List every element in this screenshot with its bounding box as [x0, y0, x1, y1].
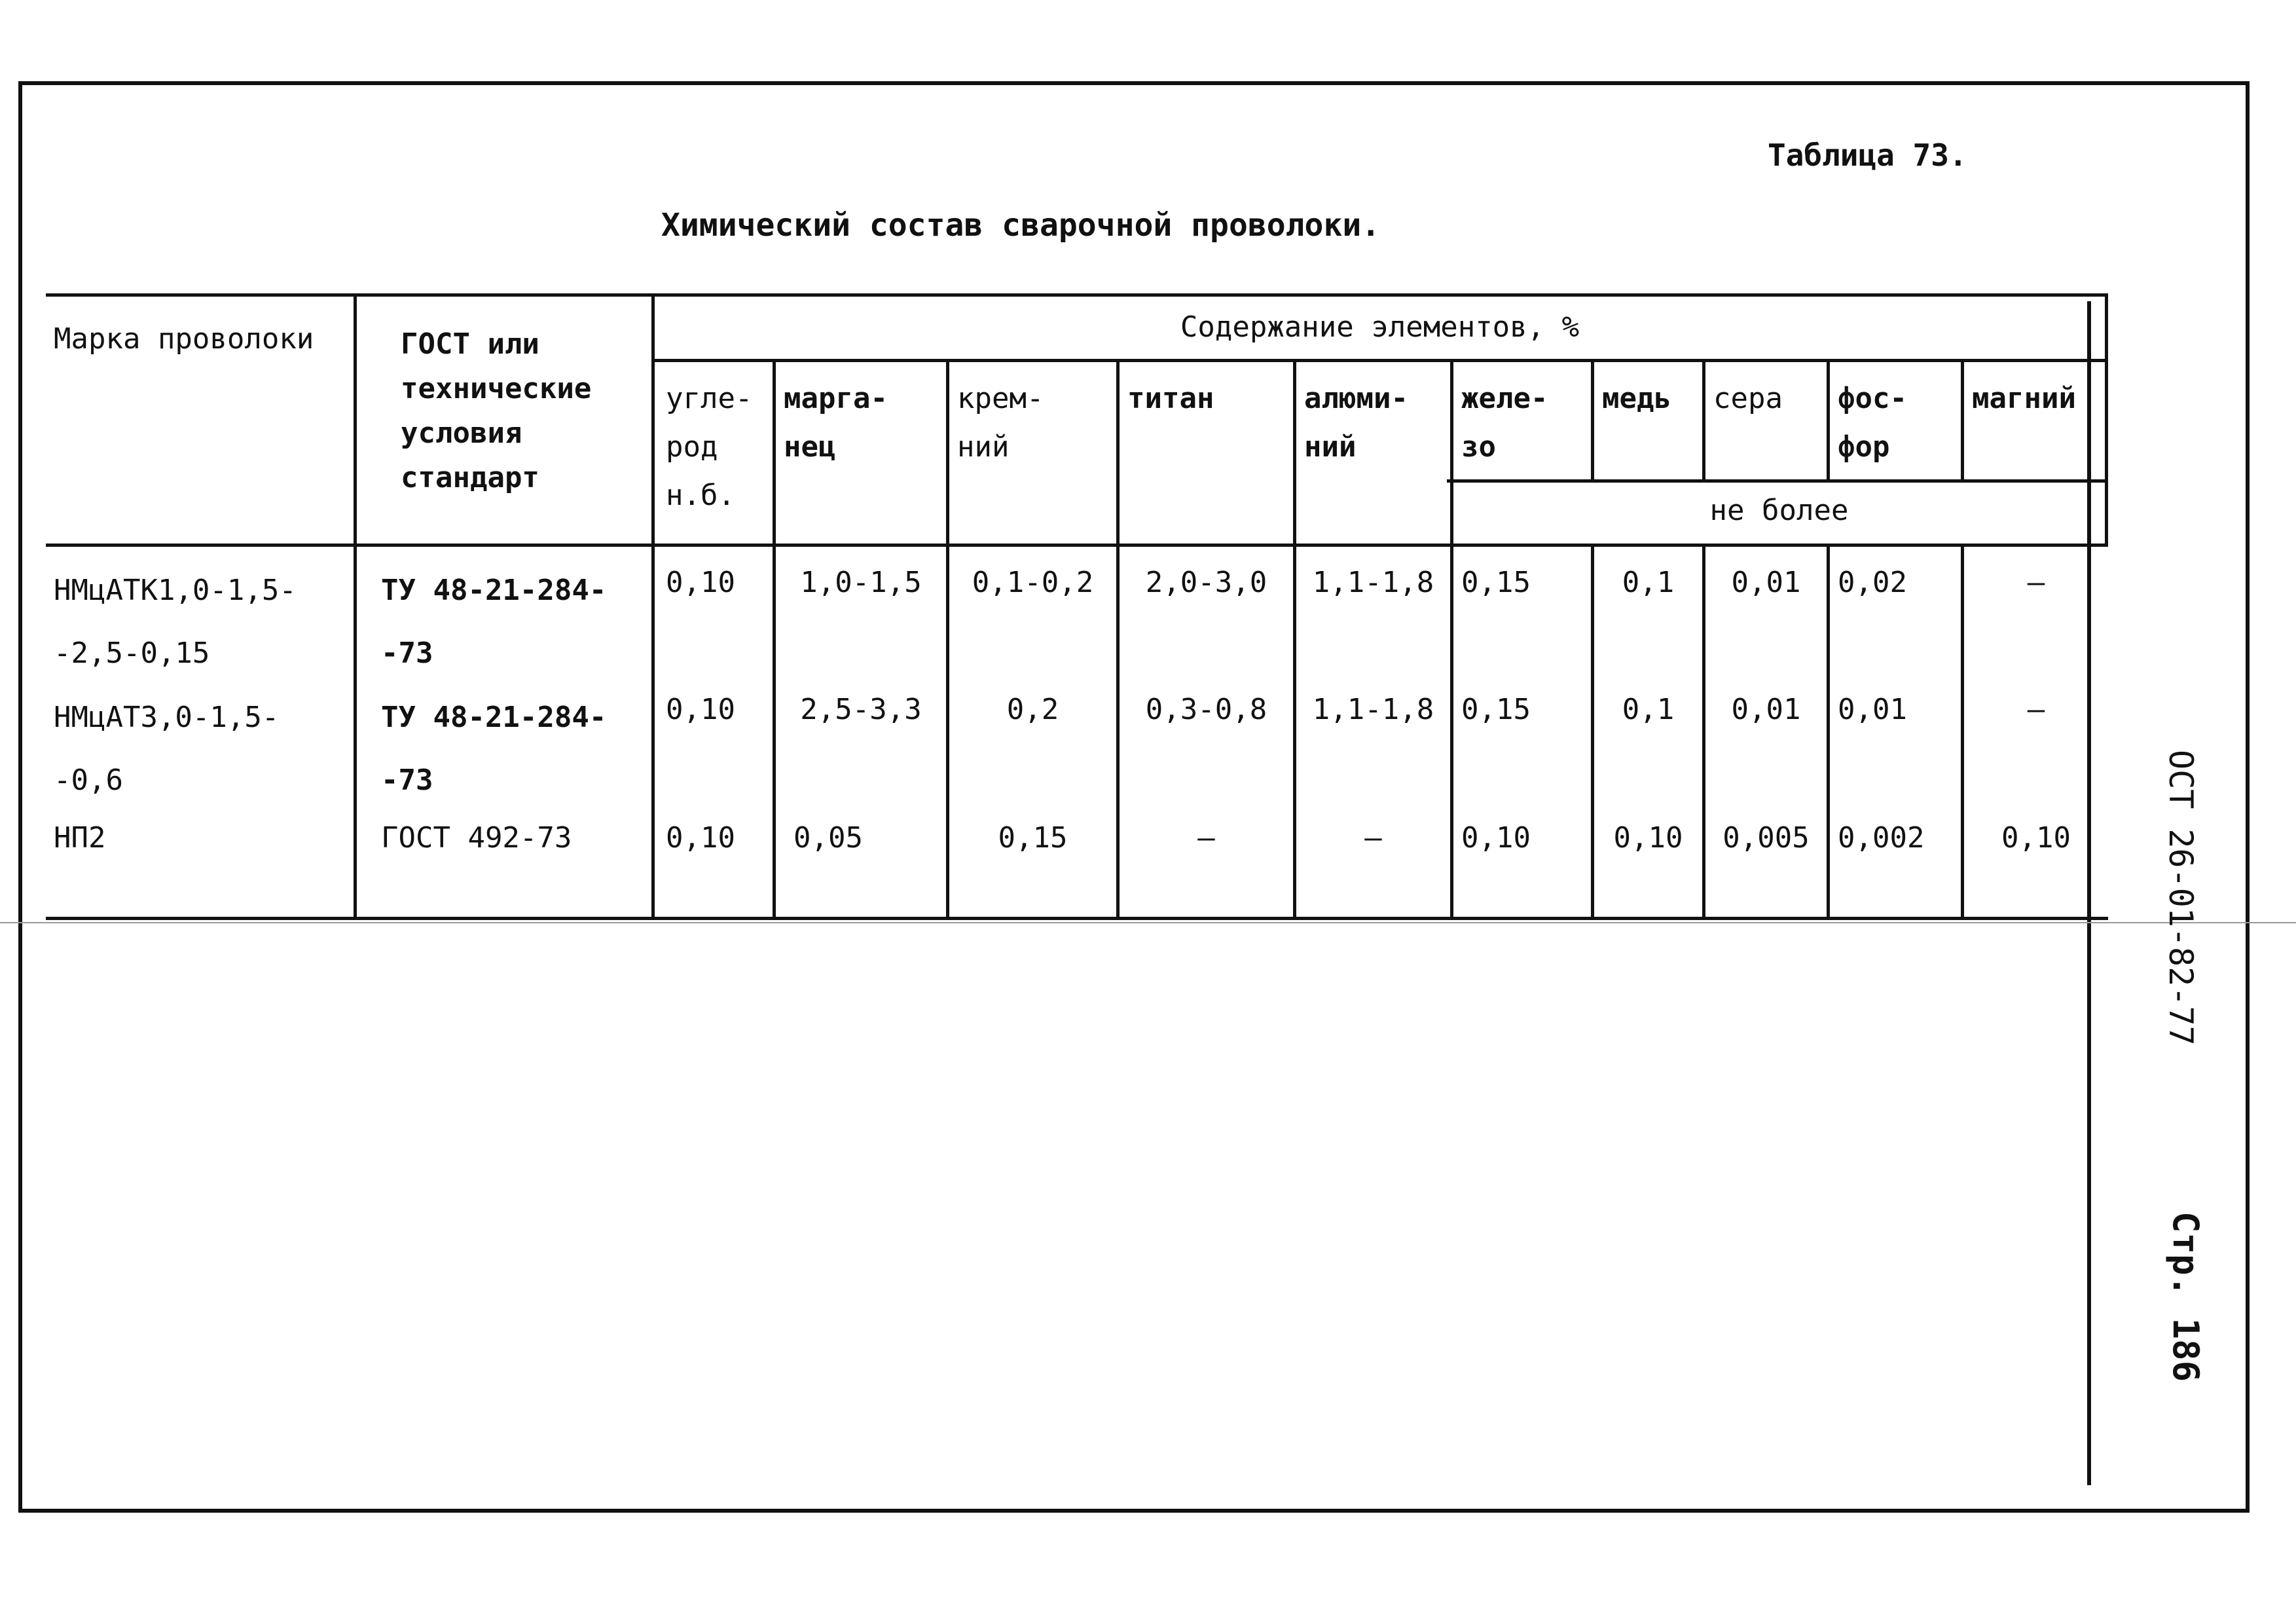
- row1-phosphorus: 0,02: [1838, 566, 1907, 599]
- row3-manganese: 0,05: [793, 821, 863, 855]
- table-bottom-line: [46, 917, 2108, 920]
- row3-copper: 0,10: [1613, 821, 1683, 855]
- row2-standard: ТУ 48-21-284- -73: [381, 701, 607, 797]
- row1-standard: ТУ 48-21-284- -73: [381, 574, 607, 670]
- row2-copper: 0,1: [1622, 693, 1675, 726]
- header-content-group: Содержание элементов, %: [1180, 310, 1580, 344]
- row1-aluminum: 1,1-1,8: [1312, 566, 1434, 599]
- header-manganese: марга- нец: [784, 382, 888, 464]
- header-phosphorus: фос- фор: [1838, 382, 1907, 464]
- row2-manganese: 2,5-3,3: [800, 693, 922, 726]
- header-silicon: крем- ний: [957, 382, 1044, 464]
- row1-magnesium: –: [2027, 566, 2045, 599]
- table-label: Таблица 73.: [1768, 138, 1967, 173]
- col-line-2: [651, 293, 655, 917]
- row1-silicon: 0,1-0,2: [972, 566, 1094, 599]
- header-iron: желе- зо: [1461, 382, 1548, 464]
- col-line-1: [354, 293, 357, 917]
- row3-magnesium: 0,10: [2001, 821, 2071, 855]
- header-magnesium: магний: [1972, 382, 2076, 415]
- row1-titanium: 2,0-3,0: [1145, 566, 1267, 599]
- row1-grade: НМцАТК1,0-1,5- -2,5-0,15: [54, 574, 297, 670]
- row3-carbon: 0,10: [666, 821, 735, 855]
- header-copper: медь: [1602, 382, 1671, 415]
- page-number: Стр. 186: [2165, 1211, 2206, 1382]
- row2-carbon: 0,10: [666, 693, 735, 726]
- row1-iron: 0,15: [1461, 566, 1531, 599]
- row3-grade: НП2: [54, 821, 106, 855]
- row2-titanium: 0,3-0,8: [1145, 693, 1267, 726]
- side-document-code: ОСТ 26-01-82-77: [2162, 750, 2200, 1046]
- row3-aluminum: –: [1364, 821, 1382, 855]
- header-wire-grade: Марка проволоки: [54, 322, 314, 356]
- row3-silicon: 0,15: [998, 821, 1068, 855]
- row2-iron: 0,15: [1461, 693, 1531, 726]
- row1-carbon: 0,10: [666, 566, 735, 599]
- row1-sulfur: 0,01: [1731, 566, 1801, 599]
- row2-magnesium: –: [2027, 693, 2045, 726]
- row3-sulfur: 0,005: [1722, 821, 1810, 855]
- header-aluminum: алюми- ний: [1304, 382, 1408, 464]
- row2-aluminum: 1,1-1,8: [1312, 693, 1434, 726]
- composition-table: [46, 293, 2108, 922]
- row1-copper: 0,1: [1622, 566, 1675, 599]
- document-title: Химический состав сварочной проволоки.: [661, 207, 1381, 244]
- group-header-line: [655, 359, 2108, 362]
- header-carbon: угле- род н.б.: [666, 382, 753, 512]
- header-not-more: не более: [1709, 494, 1849, 527]
- row3-iron: 0,10: [1461, 821, 1531, 855]
- not-more-line: [1447, 479, 2108, 483]
- row1-manganese: 1,0-1,5: [800, 566, 922, 599]
- row2-silicon: 0,2: [1006, 693, 1059, 726]
- header-titanium: титан: [1127, 382, 1214, 415]
- row3-titanium: –: [1197, 821, 1215, 855]
- header-sulfur: сера: [1713, 382, 1783, 415]
- row2-phosphorus: 0,01: [1838, 693, 1907, 726]
- row2-sulfur: 0,01: [1731, 693, 1801, 726]
- row3-phosphorus: 0,002: [1838, 821, 1925, 855]
- scan-fold-line: [0, 922, 2296, 923]
- row3-standard: ГОСТ 492-73: [381, 821, 572, 855]
- row2-grade: НМцАТ3,0-1,5- -0,6: [54, 701, 280, 797]
- header-standard: ГОСТ или технические условия стандарт: [401, 327, 592, 494]
